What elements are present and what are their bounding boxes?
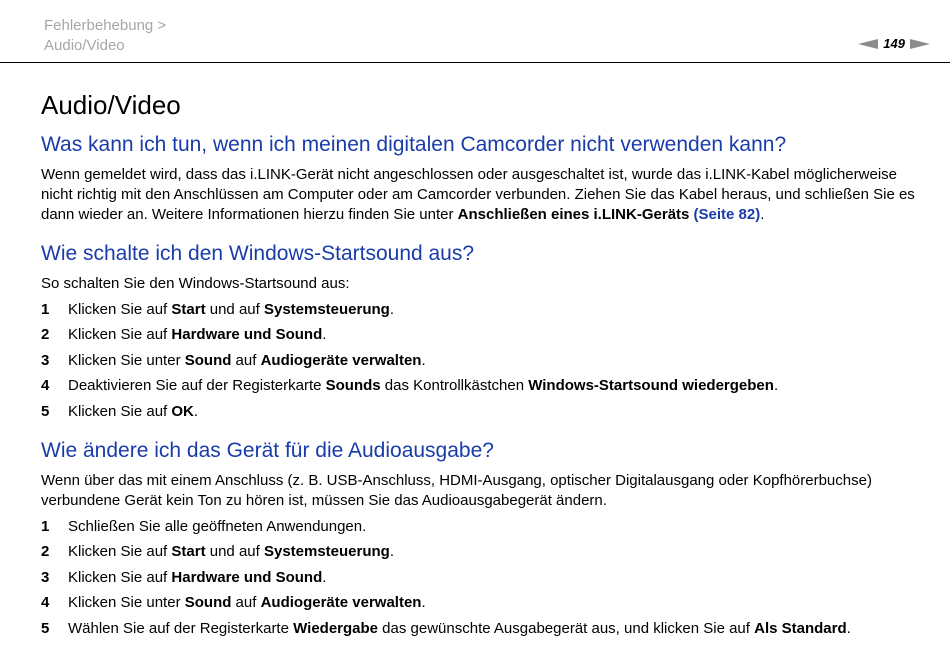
header-divider <box>0 62 950 63</box>
list-item: 1 Schließen Sie alle geöffneten Anwendungen. <box>41 517 367 535</box>
next-page-icon[interactable] <box>910 39 930 49</box>
list-item: 5 Wählen Sie auf der Registerkarte Wiedergabe das gewünschte Ausgabegerät aus, und klicken Sie auf Als Standard. <box>41 619 851 637</box>
paragraph-text: Wenn gemeldet wird, dass das i.LINK-Gerät nicht angeschlossen oder ausgeschaltet ist, wurde das i.LINK-Kabel möglicherweise nicht richtig mit den Anschlüssen am Computer oder am Camcorder verbunden. Ziehen Sie das Kabel heraus, und schließen Sie es dann wieder an. Weitere Informationen hierzu finden Sie unter <box>41 166 915 223</box>
section-heading-startsound: Wie schalte ich den Windows-Startsound aus? <box>41 242 475 265</box>
steps-list-audio-output <box>41 517 921 639</box>
paragraph-bold-term: Anschließen eines i.LINK-Geräts <box>457 206 690 223</box>
section-heading-audio-output: Wie ändere ich das Gerät für die Audioausgabe? <box>41 438 494 462</box>
list-item: 2 Klicken Sie auf Hardware und Sound. <box>41 326 327 344</box>
page-reference-link[interactable]: (Seite 82) <box>693 206 761 223</box>
list-item: 4 Klicken Sie unter Sound auf Audiogeräte verwalten. <box>41 594 426 612</box>
section-paragraph-camcorder: Wenn gemeldet wird, dass das i.LINK-Gerät nicht angeschlossen oder ausgeschaltet ist, wurde das i.LINK-Kabel möglicherweise nicht richtig mit den Anschlüssen am Computer oder am Camcorder verbunden. Ziehen Sie das Kabel heraus, und schließen Sie es dann wieder an. Weitere Informationen hierzu finden Sie unter Anschließen eines i.LINK-Geräts (Seite 82). <box>41 166 915 223</box>
page-number: 149 <box>883 36 905 51</box>
list-item: 5 Klicken Sie auf OK. <box>41 402 199 420</box>
prev-page-icon[interactable] <box>858 39 878 49</box>
section-intro-audio-output: Wenn über das mit einem Anschluss (z. B. USB-Anschluss, HDMI-Ausgang, optischer Digitalausgang oder Kopfhörerbuchse) verbundene Gerät kein Ton zu hören ist, müssen Sie das Audioausgabegerät ändern. <box>41 471 872 509</box>
breadcrumb <box>44 16 166 56</box>
list-item: 1 Klicken Sie auf Start und auf Systemsteuerung. <box>41 300 395 318</box>
section-intro-startsound: So schalten Sie den Windows-Startsound aus: <box>41 275 350 292</box>
list-item: 3 Klicken Sie unter Sound auf Audiogeräte verwalten. <box>41 351 426 369</box>
steps-list-startsound <box>41 300 921 422</box>
breadcrumb-parent[interactable]: Fehlerbehebung > <box>44 17 167 34</box>
page-title: Audio/Video <box>41 90 181 120</box>
list-item: 4 Deaktivieren Sie auf der Registerkarte Sounds das Kontrollkästchen Windows-Startsound wiedergeben. <box>41 377 779 395</box>
breadcrumb-current: Audio/Video <box>44 37 125 54</box>
section-heading-camcorder: Was kann ich tun, wenn ich meinen digitalen Camcorder nicht verwenden kann? <box>41 133 787 156</box>
page-navigation <box>858 36 930 51</box>
list-item: 2 Klicken Sie auf Start und auf Systemsteuerung. <box>41 543 395 561</box>
list-item: 3 Klicken Sie auf Hardware und Sound. <box>41 568 327 586</box>
main-content <box>41 88 921 639</box>
